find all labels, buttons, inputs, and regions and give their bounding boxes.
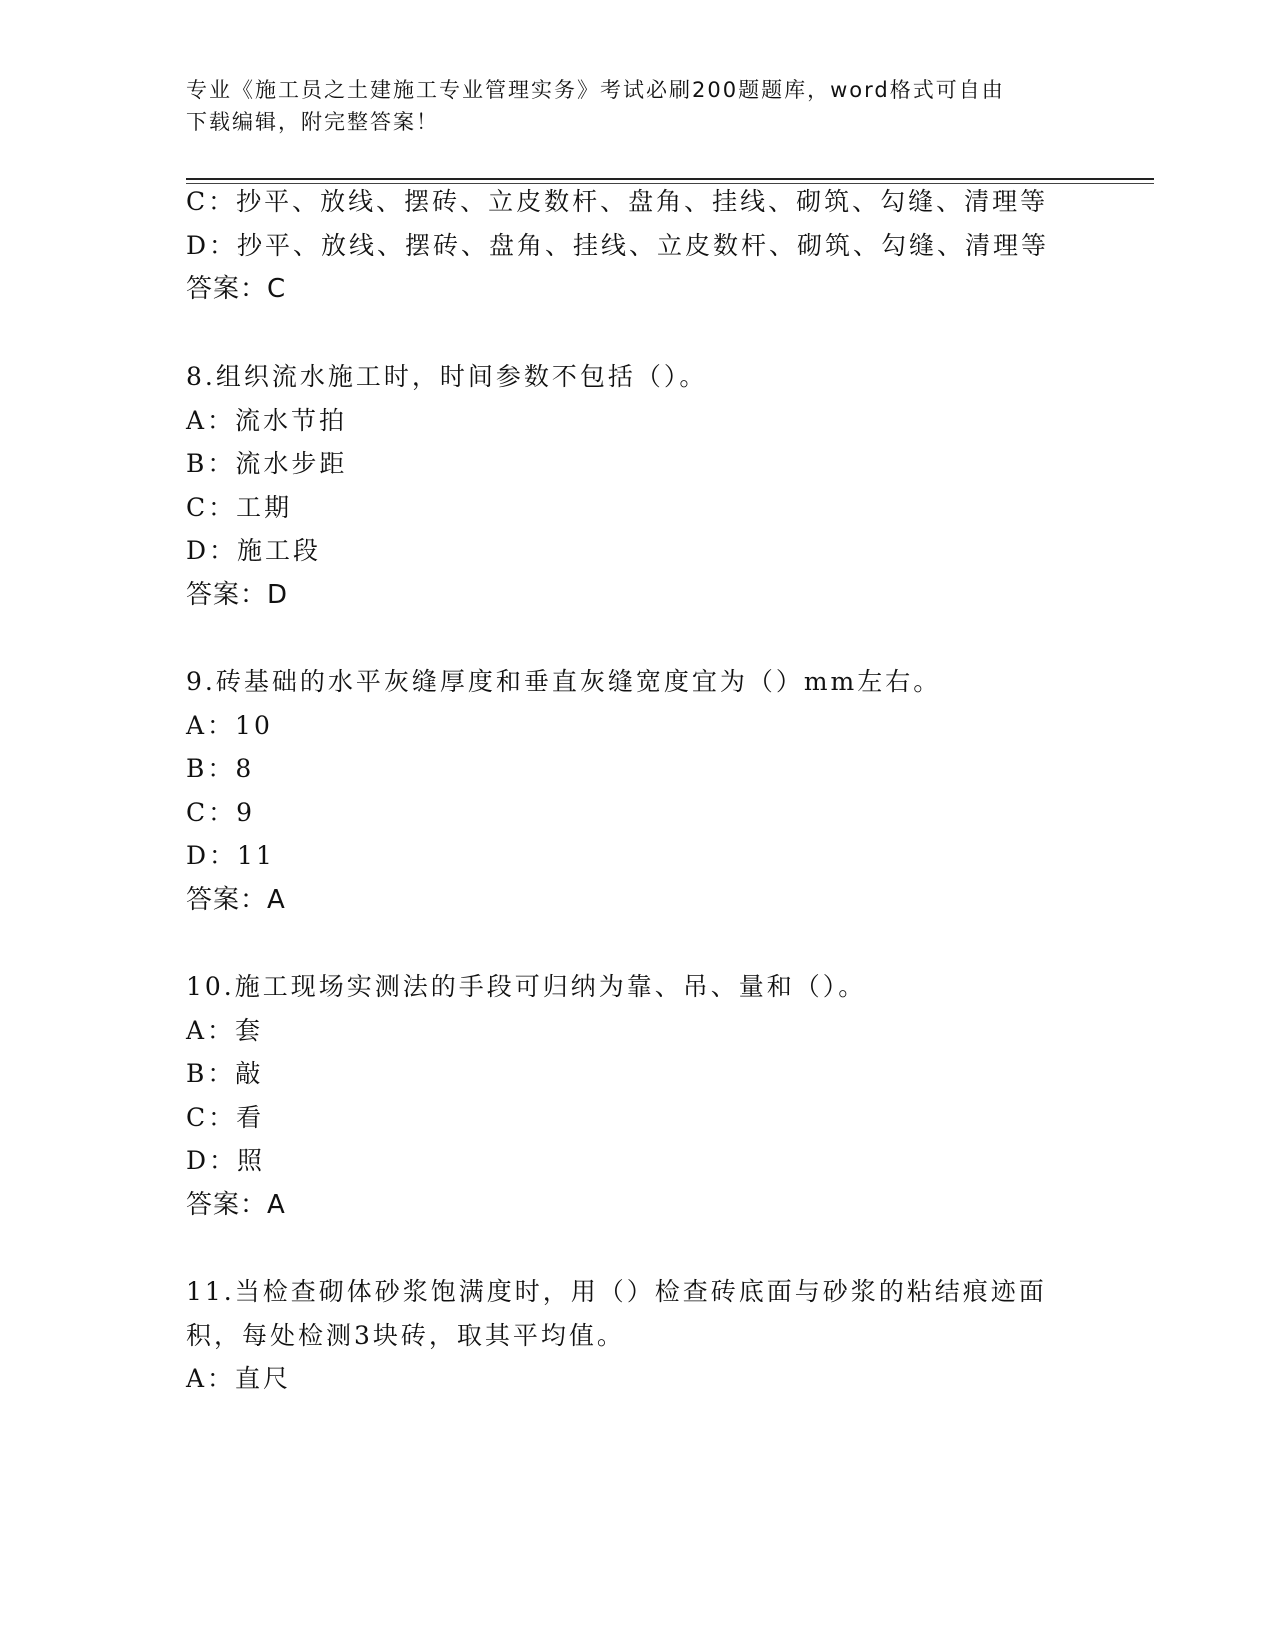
q10-option-a: A：套: [186, 1016, 264, 1045]
q10-question: 10.施工现场实测法的手段可归纳为靠、吊、量和（）。: [186, 972, 867, 1001]
q7-option-d: D：抄平、放线、摆砖、盘角、挂线、立皮数杆、砌筑、勾缝、清理等: [186, 231, 1050, 260]
header-line-2: 下载编辑，附完整答案！: [186, 110, 439, 134]
q8-question: 8.组织流水施工时，时间参数不包括（）。: [186, 362, 708, 391]
q8-option-d: D：施工段: [186, 536, 322, 565]
q7-option-c: C：抄平、放线、摆砖、立皮数杆、盘角、挂线、砌筑、勾缝、清理等: [186, 187, 1049, 216]
q9-option-c: C：9: [186, 798, 256, 827]
q9-question: 9.砖基础的水平灰缝厚度和垂直灰缝宽度宜为（）mm左右。: [186, 667, 942, 696]
header-divider-thin: [186, 183, 1154, 184]
q8-option-c: C：工期: [186, 493, 293, 522]
q10-answer: 答案：A: [186, 1190, 286, 1220]
q11-question-line-2: 积，每处检测3块砖，取其平均值。: [186, 1321, 625, 1350]
q10-option-b: B：敲: [186, 1059, 264, 1088]
q9-option-b: B：8: [186, 754, 255, 783]
q9-option-a: A：10: [186, 711, 273, 740]
q8-answer: 答案：D: [186, 580, 289, 610]
header-divider-thick: [186, 178, 1154, 180]
q11-question-line-1: 11.当检查砌体砂浆饱满度时，用（）检查砖底面与砂浆的粘结痕迹面: [186, 1277, 1047, 1306]
q8-option-a: A：流水节拍: [186, 406, 348, 435]
q8-option-b: B：流水步距: [186, 449, 348, 478]
document-header: [186, 74, 1086, 138]
q9-answer: 答案：A: [186, 885, 286, 915]
q10-option-d: D：照: [186, 1146, 266, 1175]
header-line-1: 专业《施工员之土建施工专业管理实务》考试必刷200题题库，word格式可自由: [186, 78, 1005, 102]
q11-option-a: A：直尺: [186, 1364, 292, 1393]
q9-option-d: D：11: [186, 841, 275, 870]
q10-option-c: C：看: [186, 1103, 265, 1132]
q7-answer: 答案：C: [186, 274, 287, 304]
